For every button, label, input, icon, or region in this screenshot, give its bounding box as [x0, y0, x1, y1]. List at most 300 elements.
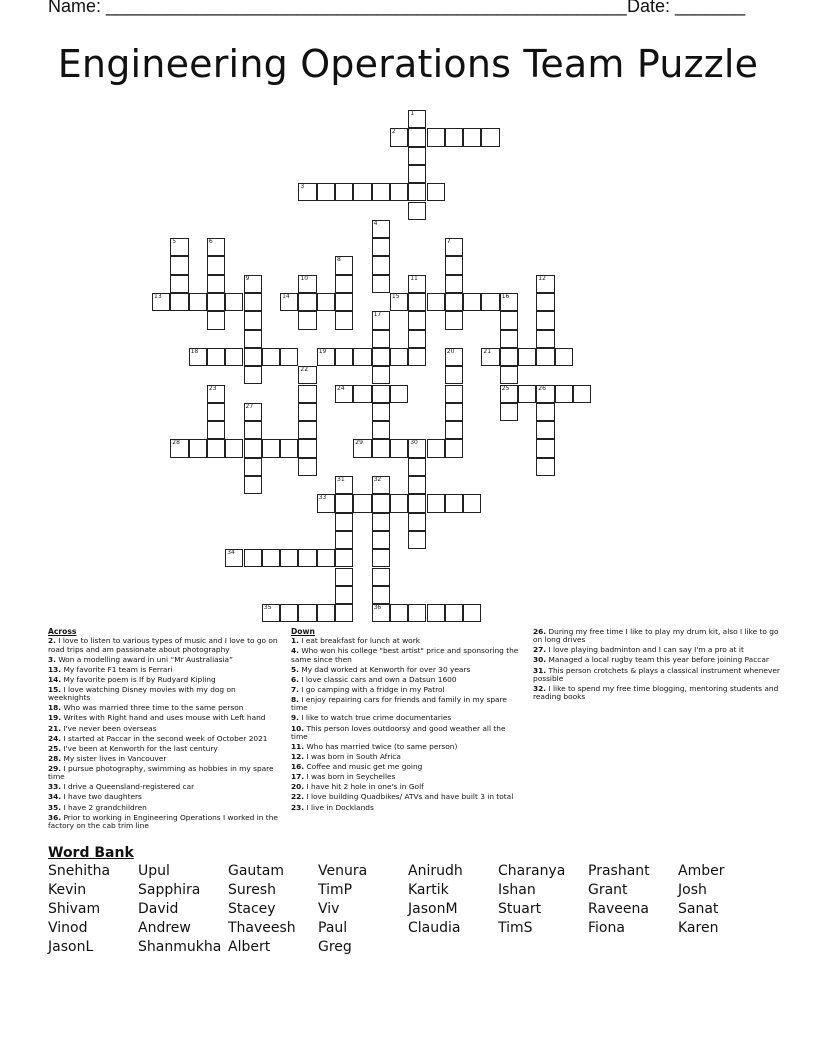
grid-cell[interactable]: [170, 256, 188, 274]
grid-cell[interactable]: [408, 183, 426, 201]
clue-number-label: 27.: [533, 645, 547, 655]
clue-number: 34: [227, 549, 235, 557]
clue-number: 16: [501, 293, 510, 300]
clue-number: 12: [538, 274, 546, 282]
grid-cell[interactable]: [445, 348, 463, 366]
clue-number-label: 23.: [291, 802, 305, 812]
grid-cell[interactable]: [555, 385, 573, 403]
grid-cell[interactable]: [225, 439, 243, 457]
word-bank-item: Karen: [678, 919, 719, 936]
grid-cell[interactable]: [408, 275, 426, 293]
clue-text: I have two daughters: [63, 792, 142, 802]
clue-item: [291, 676, 521, 684]
grid-cell[interactable]: [280, 348, 298, 366]
grid-cell[interactable]: [372, 513, 390, 531]
clue-number: 2: [391, 128, 396, 136]
clue-number: 6: [208, 238, 213, 246]
clue-item: [48, 735, 280, 743]
grid-cell[interactable]: [408, 531, 426, 549]
grid-cell[interactable]: [500, 385, 518, 403]
grid-cell[interactable]: [445, 293, 463, 311]
clue-text: I like to watch true crime documentaries: [301, 713, 452, 723]
grid-cell[interactable]: [244, 403, 262, 421]
grid-cell[interactable]: [390, 494, 408, 512]
word-bank-item: Thaveesh: [228, 919, 296, 936]
clue-text: My favorite poem is If by Rudyard Kipling: [63, 674, 216, 684]
clue-number: 32: [373, 476, 382, 483]
clue-item: [291, 666, 521, 674]
clue-item: [533, 667, 783, 684]
clue-number: 24: [337, 384, 345, 392]
grid-cell[interactable]: [280, 604, 298, 622]
grid-cell[interactable]: [408, 293, 426, 311]
grid-cell[interactable]: [207, 421, 225, 439]
clue-text: I have hit 2 hole in one's in Golf: [306, 782, 424, 792]
grid-cell[interactable]: [225, 549, 243, 567]
grid-cell[interactable]: [244, 439, 262, 457]
clue-text: I go camping with a fridge in my Patrol: [301, 684, 445, 694]
clue-text: My favorite F1 team is Ferrari: [63, 664, 173, 674]
clue-text: Won a modelling award in uni “Mr Australiasia”: [58, 654, 233, 664]
grid-cell[interactable]: [335, 494, 353, 512]
clue-text: I love classic cars and own a Datsun 1600: [301, 674, 457, 684]
clue-text: I was born in Seychelles: [306, 772, 396, 782]
grid-cell[interactable]: [573, 385, 591, 403]
clue-number: 4: [373, 219, 378, 227]
grid-cell[interactable]: [372, 275, 390, 293]
clue-item: [291, 783, 521, 791]
grid-cell[interactable]: [335, 311, 353, 329]
grid-cell[interactable]: [189, 293, 207, 311]
grid-cell[interactable]: [170, 238, 188, 256]
clue-text: My dad worked at Kenworth for over 30 years: [301, 664, 471, 674]
word-bank-item: Andrew: [138, 919, 191, 936]
grid-cell[interactable]: [445, 403, 463, 421]
grid-cell[interactable]: [317, 348, 335, 366]
clue-number-label: 22.: [291, 792, 305, 802]
grid-cell[interactable]: [298, 403, 316, 421]
grid-cell[interactable]: [298, 311, 316, 329]
grid-cell[interactable]: [298, 604, 316, 622]
grid-cell[interactable]: [244, 348, 262, 366]
clue-item: [291, 773, 521, 781]
word-bank-item: Vinod: [48, 919, 88, 936]
word-bank-item: Stacey: [228, 900, 276, 917]
grid-cell[interactable]: [372, 568, 390, 586]
clue-item: [48, 783, 280, 791]
word-bank-item: TimP: [318, 881, 353, 898]
word-bank-item: Ishan: [498, 881, 536, 898]
word-bank-item: Kevin: [48, 881, 87, 898]
grid-cell[interactable]: [298, 293, 316, 311]
grid-cell[interactable]: [207, 403, 225, 421]
clue-number-label: 1.: [291, 636, 299, 646]
grid-cell[interactable]: [518, 348, 536, 366]
grid-cell[interactable]: [244, 458, 262, 476]
grid-cell[interactable]: [280, 439, 298, 457]
grid-cell[interactable]: [335, 586, 353, 604]
grid-cell[interactable]: [298, 183, 316, 201]
grid-cell[interactable]: [500, 330, 518, 348]
clue-item: [48, 765, 280, 782]
word-bank-item: Snehitha: [48, 863, 111, 879]
grid-cell[interactable]: [536, 311, 554, 329]
word-bank-item: Josh: [678, 881, 707, 898]
grid-cell[interactable]: [500, 293, 518, 311]
grid-cell[interactable]: [536, 348, 554, 366]
clue-text: I live in Docklands: [306, 802, 374, 812]
grid-cell[interactable]: [298, 385, 316, 403]
grid-cell[interactable]: [207, 348, 225, 366]
grid-cell[interactable]: [408, 513, 426, 531]
grid-cell[interactable]: [335, 531, 353, 549]
grid-cell[interactable]: [317, 549, 335, 567]
grid-cell[interactable]: [445, 439, 463, 457]
grid-cell[interactable]: [372, 403, 390, 421]
clue-item: [48, 814, 280, 831]
clue-item: [291, 763, 521, 771]
grid-cell[interactable]: [427, 293, 445, 311]
clue-text: During my free time I like to play my drum kit, also I like to go on long drives: [533, 627, 779, 645]
clue-text: Who was married three time to the same person: [63, 703, 244, 713]
across-heading: Across: [48, 627, 77, 636]
grid-cell[interactable]: [408, 476, 426, 494]
word-bank-item: Gautam: [228, 863, 285, 879]
grid-cell[interactable]: [335, 549, 353, 567]
clue-number: 3: [300, 183, 305, 191]
grid-cell[interactable]: [536, 385, 554, 403]
grid-cell[interactable]: [207, 293, 225, 311]
clue-number-label: 5.: [291, 664, 299, 674]
grid-cell[interactable]: [170, 275, 188, 293]
grid-cell[interactable]: [408, 110, 426, 128]
word-bank: [48, 863, 768, 957]
grid-cell[interactable]: [372, 549, 390, 567]
grid-cell[interactable]: [170, 293, 188, 311]
grid-cell[interactable]: [189, 348, 207, 366]
grid-cell[interactable]: [463, 293, 481, 311]
grid-cell[interactable]: [445, 275, 463, 293]
grid-cell[interactable]: [372, 385, 390, 403]
clue-number-label: 26.: [533, 627, 547, 636]
grid-cell[interactable]: [353, 183, 371, 201]
clue-text: This person loves outdoorsy and good weather all the time: [291, 723, 506, 741]
grid-cell[interactable]: [280, 293, 298, 311]
clue-number: 15: [391, 293, 400, 300]
grid-cell[interactable]: [280, 549, 298, 567]
grid-cell[interactable]: [427, 439, 445, 457]
grid-cell[interactable]: [463, 128, 481, 146]
grid-cell[interactable]: [317, 494, 335, 512]
grid-cell[interactable]: [372, 311, 390, 329]
grid-cell[interactable]: [372, 220, 390, 238]
clue-number-label: 4.: [291, 646, 299, 656]
clue-item: [291, 804, 521, 812]
grid-cell[interactable]: [353, 494, 371, 512]
grid-cell[interactable]: [408, 604, 426, 622]
clue-number-label: 2.: [48, 636, 56, 646]
word-bank-item: Sanat: [678, 900, 719, 917]
grid-cell[interactable]: [408, 147, 426, 165]
clue-number: 10: [300, 274, 309, 282]
grid-cell[interactable]: [189, 439, 207, 457]
clue-text: My sister lives in Vancouver: [63, 753, 167, 763]
clue-item: [533, 656, 783, 664]
grid-cell[interactable]: [335, 348, 353, 366]
grid-cell[interactable]: [427, 604, 445, 622]
clue-number-label: 19.: [48, 713, 62, 723]
grid-cell[interactable]: [207, 275, 225, 293]
grid-cell[interactable]: [445, 256, 463, 274]
grid-cell[interactable]: [500, 348, 518, 366]
grid-cell[interactable]: [372, 439, 390, 457]
clue-number: 7: [446, 238, 451, 246]
grid-cell[interactable]: [518, 385, 536, 403]
grid-cell[interactable]: [372, 238, 390, 256]
clue-number-label: 14.: [48, 674, 62, 684]
grid-cell[interactable]: [207, 311, 225, 329]
grid-cell[interactable]: [555, 348, 573, 366]
grid-cell[interactable]: [372, 586, 390, 604]
grid-cell[interactable]: [427, 494, 445, 512]
clue-text: I have 2 grandchildren: [63, 802, 147, 812]
clue-number: 8: [337, 256, 341, 264]
grid-cell[interactable]: [207, 256, 225, 274]
word-bank-item: David: [138, 900, 179, 917]
grid-cell[interactable]: [481, 293, 499, 311]
clue-number: 18: [190, 347, 199, 355]
clue-item: [533, 646, 783, 654]
clue-number: 35: [263, 604, 272, 612]
grid-cell[interactable]: [445, 385, 463, 403]
grid-cell[interactable]: [445, 421, 463, 439]
clue-number-label: 11.: [291, 741, 305, 751]
grid-cell[interactable]: [408, 311, 426, 329]
grid-cell[interactable]: [445, 494, 463, 512]
grid-cell[interactable]: [445, 604, 463, 622]
grid-cell[interactable]: [207, 439, 225, 457]
grid-cell[interactable]: [536, 458, 554, 476]
grid-cell[interactable]: [463, 494, 481, 512]
grid-cell[interactable]: [225, 293, 243, 311]
grid-cell[interactable]: [408, 494, 426, 512]
grid-cell[interactable]: [408, 330, 426, 348]
grid-cell[interactable]: [445, 128, 463, 146]
grid-cell[interactable]: [170, 439, 188, 457]
grid-cell[interactable]: [372, 421, 390, 439]
grid-cell[interactable]: [427, 183, 445, 201]
clue-item: [48, 666, 280, 674]
clue-item: [291, 714, 521, 722]
grid-cell[interactable]: [445, 366, 463, 384]
grid-cell[interactable]: [244, 275, 262, 293]
clue-number: 22: [300, 366, 309, 374]
clue-text: Prior to working in Engineering Operations I worked in the factory on the cab trim line: [48, 812, 278, 830]
grid-cell[interactable]: [536, 403, 554, 421]
grid-cell[interactable]: [353, 348, 371, 366]
grid-cell[interactable]: [207, 385, 225, 403]
grid-cell[interactable]: [536, 439, 554, 457]
grid-cell[interactable]: [481, 348, 499, 366]
grid-cell[interactable]: [317, 604, 335, 622]
clue-number-label: 12.: [291, 752, 305, 762]
grid-cell[interactable]: [244, 476, 262, 494]
grid-cell[interactable]: [298, 439, 316, 457]
clue-item: [48, 725, 280, 733]
grid-cell[interactable]: [408, 458, 426, 476]
clue-number: 25: [501, 384, 510, 392]
grid-cell[interactable]: [500, 311, 518, 329]
grid-cell[interactable]: [372, 330, 390, 348]
grid-cell[interactable]: [335, 513, 353, 531]
grid-cell[interactable]: [244, 293, 262, 311]
grid-cell[interactable]: [262, 549, 280, 567]
grid-cell[interactable]: [335, 293, 353, 311]
grid-cell[interactable]: [500, 403, 518, 421]
clue-number: 21: [483, 347, 492, 355]
grid-cell[interactable]: [536, 293, 554, 311]
grid-cell[interactable]: [372, 348, 390, 366]
clue-number: 31: [337, 476, 345, 483]
grid-cell[interactable]: [390, 604, 408, 622]
clue-number: 17: [373, 311, 382, 319]
grid-cell[interactable]: [372, 531, 390, 549]
word-bank-item: Raveena: [588, 900, 649, 917]
grid-cell[interactable]: [244, 330, 262, 348]
clue-number-label: 17.: [291, 772, 305, 782]
grid-cell[interactable]: [298, 421, 316, 439]
clue-number-label: 20.: [291, 782, 305, 792]
grid-cell[interactable]: [372, 494, 390, 512]
clue-number-label: 6.: [291, 674, 299, 684]
clue-number-label: 15.: [48, 684, 62, 694]
grid-cell[interactable]: [152, 293, 170, 311]
grid-cell[interactable]: [445, 311, 463, 329]
grid-cell[interactable]: [335, 275, 353, 293]
grid-cell[interactable]: [317, 293, 335, 311]
grid-cell[interactable]: [298, 366, 316, 384]
word-bank-item: Sapphira: [138, 881, 201, 898]
clue-item: [48, 656, 280, 664]
clue-number: 27: [245, 402, 254, 410]
grid-cell[interactable]: [353, 385, 371, 403]
clue-number-label: 31.: [533, 665, 547, 675]
grid-cell[interactable]: [536, 275, 554, 293]
grid-cell[interactable]: [353, 439, 371, 457]
date-field-label: Date: _______: [627, 0, 746, 16]
grid-cell[interactable]: [335, 476, 353, 494]
grid-cell[interactable]: [244, 549, 262, 567]
grid-cell[interactable]: [390, 385, 408, 403]
clue-item: [291, 753, 521, 761]
grid-cell[interactable]: [335, 256, 353, 274]
clue-number: 5: [172, 238, 177, 246]
word-bank-item: Venura: [318, 863, 368, 879]
clue-number: 9: [245, 274, 250, 282]
grid-cell[interactable]: [500, 366, 518, 384]
grid-cell[interactable]: [225, 348, 243, 366]
across-clues: [48, 628, 280, 832]
word-bank-item: Claudia: [408, 919, 461, 936]
grid-cell[interactable]: [390, 439, 408, 457]
clue-text: I enjoy repairing cars for friends and family in my spare time: [291, 695, 507, 713]
word-bank-item: Kartik: [408, 881, 449, 898]
grid-cell[interactable]: [445, 238, 463, 256]
grid-cell[interactable]: [335, 183, 353, 201]
grid-cell[interactable]: [262, 348, 280, 366]
clue-text: I like to spend my free time blogging, mentoring students and reading books: [533, 683, 779, 702]
grid-cell[interactable]: [481, 128, 499, 146]
grid-cell[interactable]: [335, 604, 353, 622]
grid-cell[interactable]: [298, 458, 316, 476]
grid-cell[interactable]: [390, 293, 408, 311]
down-clues-continued: [533, 628, 783, 703]
clue-item: [291, 647, 521, 664]
grid-cell[interactable]: [262, 439, 280, 457]
clue-number-label: 7.: [291, 684, 299, 694]
grid-cell[interactable]: [408, 348, 426, 366]
grid-cell[interactable]: [317, 183, 335, 201]
grid-cell[interactable]: [372, 183, 390, 201]
grid-cell[interactable]: [536, 421, 554, 439]
word-bank-item: Viv: [318, 900, 340, 917]
grid-cell[interactable]: [408, 439, 426, 457]
clue-text: I love watching Disney movies with my dog on weeknights: [48, 684, 236, 703]
clue-number-label: 21.: [48, 723, 62, 733]
grid-cell[interactable]: [390, 128, 408, 146]
grid-cell[interactable]: [244, 366, 262, 384]
grid-cell[interactable]: [408, 202, 426, 220]
down-heading: Down: [291, 627, 315, 636]
clue-number-label: 18.: [48, 703, 62, 713]
clue-number-label: 13.: [48, 664, 62, 674]
grid-cell[interactable]: [390, 348, 408, 366]
clue-number: 29: [355, 439, 363, 447]
clue-item: [48, 704, 280, 712]
clue-number-label: 36.: [48, 812, 62, 822]
clue-item: [291, 686, 521, 694]
clue-text: I eat breakfast for lunch at work: [301, 636, 421, 646]
grid-cell[interactable]: [298, 549, 316, 567]
clue-item: [48, 686, 280, 703]
grid-cell[interactable]: [262, 604, 280, 622]
word-bank-item: Albert: [228, 938, 271, 955]
grid-cell[interactable]: [427, 128, 445, 146]
clue-number-label: 16.: [291, 762, 305, 772]
grid-cell[interactable]: [244, 421, 262, 439]
grid-cell[interactable]: [298, 275, 316, 293]
grid-cell[interactable]: [207, 238, 225, 256]
grid-cell[interactable]: [335, 385, 353, 403]
grid-cell[interactable]: [390, 183, 408, 201]
grid-cell[interactable]: [408, 128, 426, 146]
grid-cell[interactable]: [536, 330, 554, 348]
word-bank-item: Grant: [588, 881, 628, 898]
grid-cell[interactable]: [372, 476, 390, 494]
clue-item: [48, 676, 280, 684]
grid-cell[interactable]: [244, 311, 262, 329]
grid-cell[interactable]: [408, 165, 426, 183]
clue-item: [291, 696, 521, 713]
grid-cell[interactable]: [372, 366, 390, 384]
grid-cell[interactable]: [372, 256, 390, 274]
grid-cell[interactable]: [335, 568, 353, 586]
clue-item: [48, 714, 280, 722]
grid-cell[interactable]: [372, 604, 390, 622]
clue-text: I love building Quadbikes/ ATVs and have built 3 in total: [306, 792, 514, 802]
clue-text: I pursue photography, swimming as hobbies in my spare time: [48, 763, 274, 782]
grid-cell[interactable]: [463, 604, 481, 622]
